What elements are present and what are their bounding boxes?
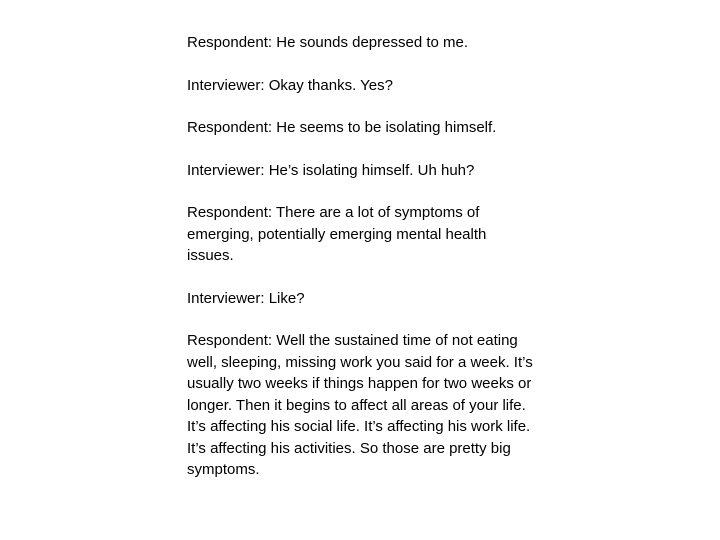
transcript-turn-5 (187, 202, 537, 267)
transcript-turn-6 (187, 288, 537, 310)
speaker-label: Interviewer (187, 76, 261, 94)
turn-text: : Like? (260, 289, 305, 307)
speaker-label: Interviewer (187, 161, 261, 179)
speaker-label: Interviewer (187, 289, 261, 307)
transcript-turn-7 (187, 330, 537, 481)
transcript-turn-1 (187, 32, 537, 54)
turn-text: : He’s isolating himself. Uh huh? (260, 161, 475, 179)
speaker-label: Respondent (187, 332, 268, 349)
transcript-turn-2 (187, 75, 537, 97)
turn-text: : Okay thanks. Yes? (260, 76, 393, 94)
speaker-label: Respondent (187, 119, 268, 136)
turn-text: : He seems to be isolating himself. (267, 119, 497, 136)
turn-text: : There are a lot of symptoms of emerging, potentially emerging mental health issues. (187, 204, 487, 264)
transcript-turn-3 (187, 117, 537, 139)
speaker-label: Respondent (187, 204, 268, 221)
transcript-turn-4 (187, 160, 537, 182)
turn-text: : Well the sustained time of not eating well, sleeping, missing work you said for a week. It’s usually two weeks if things happen for two weeks or longer. Then it begins to affect all areas of your life. It’s affecting his social life. It’s affecting his work life. It’s affecting his activities. So those are pretty big symptoms. (187, 332, 533, 478)
turn-text: : He sounds depressed to me. (267, 34, 469, 51)
speaker-label: Respondent (187, 34, 268, 51)
transcript (187, 32, 537, 502)
